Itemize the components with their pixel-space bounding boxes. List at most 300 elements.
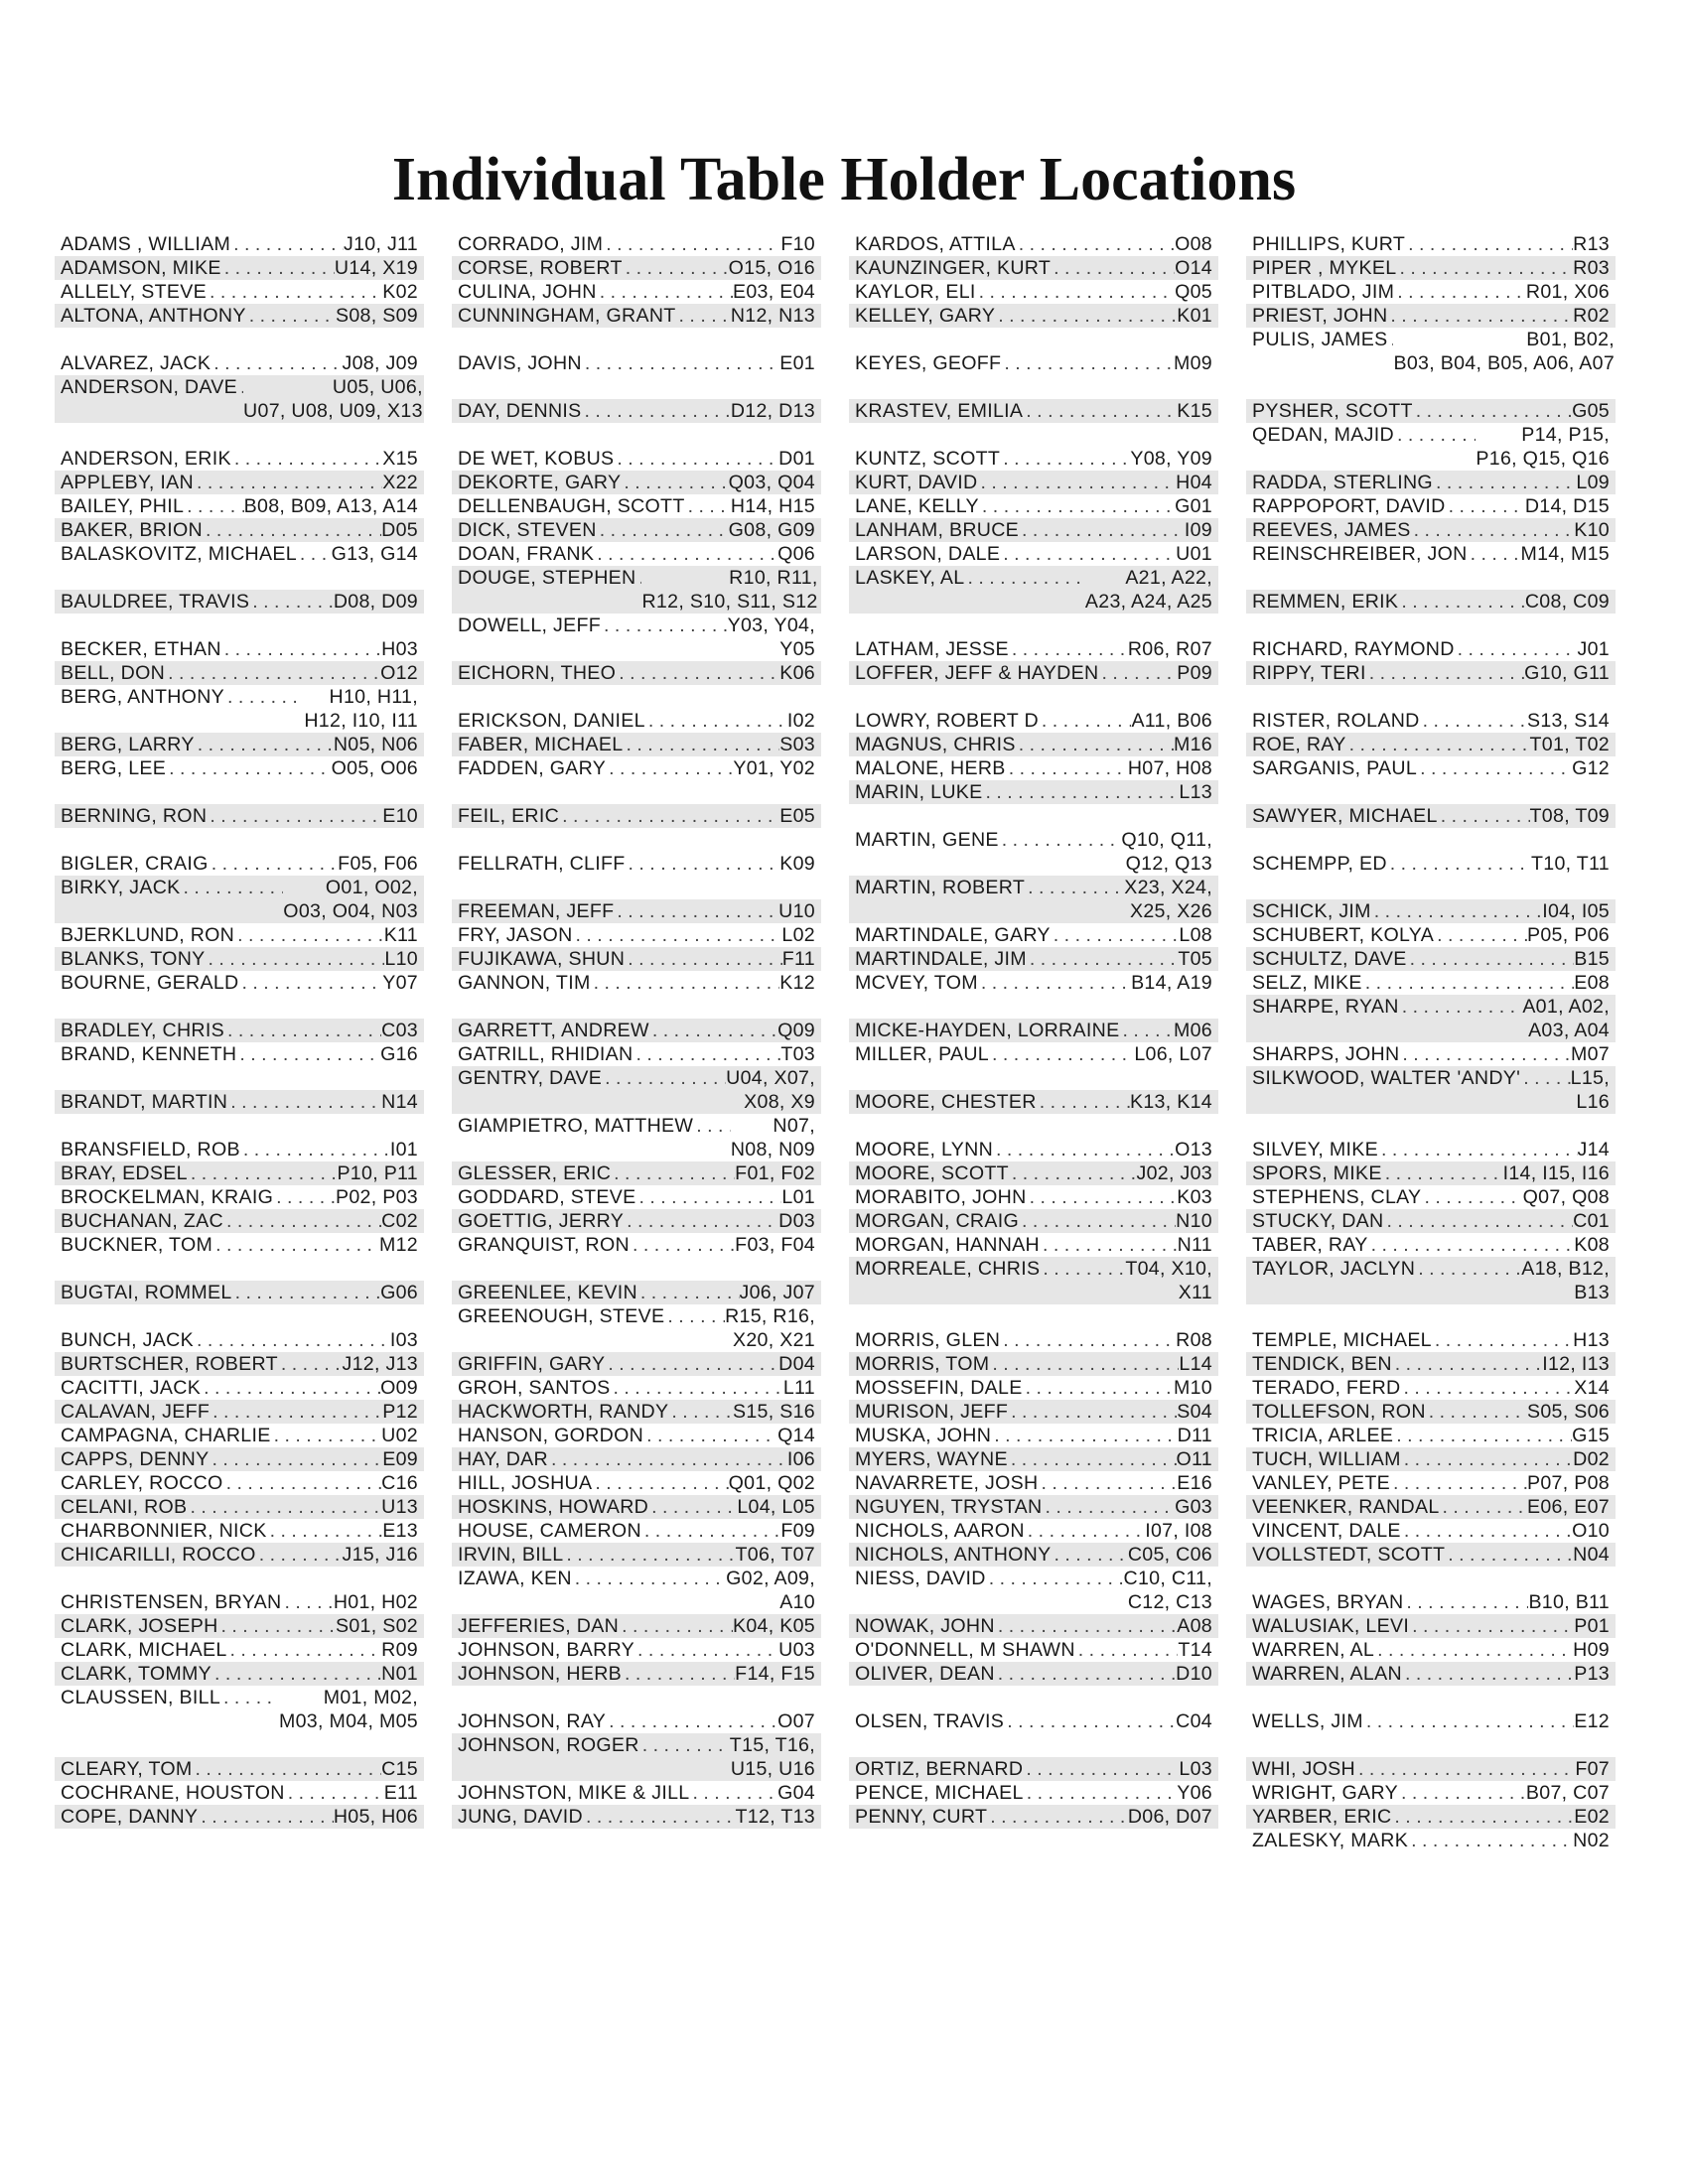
holder-name: KUNTZ, SCOTT — [855, 448, 1001, 470]
table-location: Y08, Y09 — [1130, 448, 1212, 470]
table-location: I07, I08 — [1145, 1520, 1212, 1542]
table-holder-row — [55, 1424, 424, 1447]
table-holder-row — [55, 756, 424, 780]
table-location: K10 — [1574, 519, 1610, 541]
holder-name: LATHAM, JESSE — [855, 638, 1009, 660]
row-spacer — [849, 423, 1218, 447]
holder-name: BURTSCHER, ROBERT — [61, 1353, 278, 1375]
table-holder-row — [849, 637, 1218, 661]
dot-leader — [625, 947, 782, 971]
table-location: N12, N13 — [730, 305, 815, 327]
table-holder-row — [849, 1424, 1218, 1447]
holder-name: PHILLIPS, KURT — [1252, 233, 1406, 255]
holder-name: MORGAN, CRAIG — [855, 1210, 1020, 1232]
dot-leader — [616, 661, 779, 685]
table-location: H01, H02 — [333, 1591, 418, 1613]
dot-leader — [1394, 280, 1526, 304]
dot-leader — [1025, 1519, 1145, 1543]
table-location: Q14 — [777, 1425, 815, 1446]
table-holder-row — [55, 1614, 424, 1638]
table-location: K03 — [1177, 1186, 1212, 1208]
dot-leader — [693, 1114, 731, 1138]
holder-name: LOWRY, ROBERT D — [855, 710, 1039, 732]
holder-name: MORABITO, JOHN — [855, 1186, 1027, 1208]
table-location: H13 — [1573, 1329, 1610, 1351]
table-holder-row — [1246, 1495, 1616, 1519]
holder-name: MARTIN, GENE — [855, 829, 999, 851]
holder-name: MOORE, CHESTER — [855, 1091, 1037, 1113]
dot-leader — [626, 852, 780, 876]
table-location: C08, C09 — [1524, 591, 1610, 613]
table-holder-row — [452, 447, 821, 471]
dot-leader — [1446, 494, 1525, 518]
holder-name: IZAWA, KEN — [458, 1568, 572, 1589]
table-holder-row — [452, 1424, 821, 1447]
dot-leader — [1421, 1185, 1522, 1209]
holder-name: BRADLEY, CHRIS — [61, 1020, 224, 1041]
dot-leader — [1098, 661, 1177, 685]
holder-name: CALAVAN, JEFF — [61, 1401, 211, 1423]
holder-name: ADAMSON, MIKE — [61, 257, 221, 279]
table-holder-row — [55, 1376, 424, 1400]
table-location: F05, F06 — [338, 853, 418, 875]
table-holder-row — [1246, 733, 1616, 756]
table-holder-row — [849, 1447, 1218, 1471]
holder-name: CLARK, TOMMY — [61, 1663, 212, 1685]
table-holder-row — [849, 661, 1218, 685]
table-location: Y06 — [1177, 1782, 1212, 1804]
table-location: D10 — [1176, 1663, 1212, 1685]
dot-leader — [1024, 1781, 1178, 1805]
dot-leader — [220, 1686, 279, 1709]
table-location: T12, T13 — [735, 1806, 815, 1828]
table-holder-row — [849, 1471, 1218, 1495]
dot-leader — [207, 280, 382, 304]
table-location: C15 — [381, 1758, 418, 1780]
table-holder-row — [55, 1281, 424, 1304]
holder-name: FEIL, ERIC — [458, 805, 560, 827]
table-holder-row — [452, 1543, 821, 1567]
table-holder-row — [55, 637, 424, 661]
holder-name: PIPER , MYKEL — [1252, 257, 1397, 279]
holder-name: BRANDT, MARTIN — [61, 1091, 228, 1113]
dot-leader — [1366, 661, 1524, 685]
dot-leader — [573, 923, 782, 947]
table-location: O07 — [777, 1710, 815, 1732]
holder-name: SCHUBERT, KOLYA — [1252, 924, 1435, 946]
holder-name: DAVIS, JOHN — [458, 352, 582, 374]
table-location: E13 — [382, 1520, 418, 1542]
table-location: L03 — [1179, 1758, 1212, 1780]
dot-leader — [1362, 971, 1574, 995]
table-location: C05, C06 — [1127, 1544, 1212, 1566]
table-holder-row — [55, 1662, 424, 1686]
dot-leader — [1016, 232, 1175, 256]
table-location: C01 — [1573, 1210, 1610, 1232]
table-location: M12 — [378, 1234, 418, 1256]
dot-leader — [232, 1281, 380, 1304]
dot-leader — [989, 1352, 1179, 1376]
holder-name: CAMPAGNA, CHARLIE — [61, 1425, 271, 1446]
row-spacer — [55, 1066, 424, 1090]
table-holder-row — [55, 1519, 424, 1543]
table-location: U10 — [778, 900, 815, 922]
table-holder-row — [1246, 423, 1616, 471]
holder-name: REINSCHREIBER, JON — [1252, 543, 1468, 565]
dot-leader — [622, 1662, 735, 1686]
table-holder-row — [452, 1352, 821, 1376]
row-spacer — [55, 1567, 424, 1590]
table-holder-row — [452, 709, 821, 733]
dot-leader — [563, 1543, 735, 1567]
row-spacer — [1246, 375, 1616, 399]
dot-leader — [218, 1614, 336, 1638]
row-spacer — [55, 1733, 424, 1757]
table-holder-row — [849, 1781, 1218, 1805]
table-location: I01 — [389, 1139, 418, 1160]
holder-name: GREENLEE, KEVIN — [458, 1282, 637, 1303]
table-holder-row — [849, 1638, 1218, 1662]
dot-leader — [1403, 1590, 1528, 1614]
dot-leader — [1390, 1471, 1527, 1495]
table-location: M10 — [1173, 1377, 1212, 1399]
table-location: B10, B11 — [1528, 1591, 1610, 1613]
holder-name: ZALESKY, MARK — [1252, 1830, 1409, 1851]
table-holder-row — [55, 304, 424, 328]
row-spacer — [849, 1686, 1218, 1709]
table-holder-row — [452, 899, 821, 923]
table-location: I14, I15, I16 — [1502, 1162, 1610, 1184]
dot-leader — [999, 828, 1122, 852]
dot-leader — [211, 351, 342, 375]
table-location: J06, J07 — [739, 1282, 815, 1303]
table-holder-row — [55, 1161, 424, 1185]
holder-name: SILVEY, MIKE — [1252, 1139, 1379, 1160]
table-holder-row — [452, 1161, 821, 1185]
row-spacer — [55, 780, 424, 804]
table-holder-row — [1246, 1781, 1616, 1805]
table-location: R06, R07 — [1127, 638, 1212, 660]
holder-name: LASKEY, AL — [855, 567, 965, 589]
holder-name: DOUGE, STEPHEN — [458, 567, 636, 589]
holder-name: NOWAK, JOHN — [855, 1615, 995, 1637]
table-holder-row — [452, 304, 821, 328]
dot-leader — [606, 1709, 777, 1733]
dot-leader — [165, 661, 380, 685]
table-location: P07, P08 — [1526, 1472, 1610, 1494]
dot-leader — [1391, 1805, 1574, 1829]
dot-leader — [559, 804, 779, 828]
table-location: I02 — [786, 710, 815, 732]
holder-name: LARSON, DALE — [855, 543, 1001, 565]
table-location: S15, S16 — [732, 1401, 815, 1423]
holder-name: MOORE, SCOTT — [855, 1162, 1009, 1184]
dot-leader — [281, 1590, 333, 1614]
holder-name: NICHOLS, AARON — [855, 1520, 1025, 1542]
table-holder-row — [55, 1781, 424, 1805]
table-location: K02 — [382, 281, 418, 303]
dot-leader — [1374, 1638, 1573, 1662]
row-spacer — [1246, 1304, 1616, 1328]
dot-leader — [1440, 1495, 1527, 1519]
table-holder-row — [1246, 661, 1616, 685]
holder-name: FELLRATH, CLIFF — [458, 853, 626, 875]
table-holder-row — [452, 1662, 821, 1686]
dot-leader — [1001, 351, 1174, 375]
table-holder-row — [55, 375, 424, 423]
table-location: N04 — [1573, 1544, 1610, 1566]
holder-name: WARREN, AL — [1252, 1639, 1375, 1661]
dot-leader — [210, 1447, 383, 1471]
dot-leader — [601, 614, 728, 637]
table-location: G10, G11 — [1524, 662, 1610, 684]
holder-name: CHRISTENSEN, BRYAN — [61, 1591, 282, 1613]
table-location: Y07 — [382, 972, 418, 994]
table-holder-row — [452, 1233, 821, 1257]
table-location: K04, K05 — [732, 1615, 815, 1637]
table-holder-row — [849, 494, 1218, 518]
dot-leader — [991, 1424, 1177, 1447]
dot-leader — [610, 1376, 782, 1400]
table-location: N05, N06 — [333, 734, 418, 755]
table-location: K08 — [1574, 1234, 1610, 1256]
row-spacer — [849, 1304, 1218, 1328]
table-holder-row — [1246, 1209, 1616, 1233]
table-holder-row — [849, 1138, 1218, 1161]
table-location: B15 — [1574, 948, 1610, 970]
holder-name: SPORS, MIKE — [1252, 1162, 1382, 1184]
dot-leader — [582, 351, 779, 375]
table-holder-row — [55, 1209, 424, 1233]
table-holder-row — [1246, 1042, 1616, 1066]
holder-name: MORGAN, HANNAH — [855, 1234, 1040, 1256]
table-holder-row — [452, 1567, 821, 1614]
dot-leader — [267, 1519, 383, 1543]
holder-name: ALVAREZ, JACK — [61, 352, 211, 374]
table-holder-row — [1246, 1066, 1616, 1114]
table-location: I04, I05 — [1542, 900, 1610, 922]
holder-name: MURISON, JEFF — [855, 1401, 1009, 1423]
table-holder-row — [55, 280, 424, 304]
table-holder-row — [1246, 1638, 1616, 1662]
table-location: B08, B09, A13, A14 — [243, 495, 418, 517]
dot-leader — [602, 1066, 726, 1090]
table-holder-row — [452, 399, 821, 423]
dot-leader — [548, 1447, 787, 1471]
table-location: N01 — [381, 1663, 418, 1685]
table-holder-row — [1246, 1138, 1616, 1161]
column-2 — [452, 232, 821, 1829]
table-location: U02 — [381, 1425, 418, 1446]
holder-name: ORTIZ, BERNARD — [855, 1758, 1024, 1780]
table-location: G03 — [1175, 1496, 1212, 1518]
table-holder-row — [452, 1114, 821, 1161]
table-holder-row — [55, 1471, 424, 1495]
table-holder-row — [452, 1519, 821, 1543]
table-holder-row — [849, 947, 1218, 971]
table-holder-row — [1246, 899, 1616, 923]
holder-name: PENCE, MICHAEL — [855, 1782, 1024, 1804]
table-location: O05, O06 — [331, 757, 418, 779]
holder-name: HILL, JOSHUA — [458, 1472, 593, 1494]
holder-name: LANE, KELLY — [855, 495, 979, 517]
table-location: U05, U06, U07, U08, U09, X13 — [243, 376, 423, 422]
table-location: R15, R16, X20, X21 — [725, 1305, 815, 1351]
holder-name: KAUNZINGER, KURT — [855, 257, 1052, 279]
holder-name: FRY, JASON — [458, 924, 573, 946]
dot-leader — [583, 1805, 736, 1829]
table-location: O11 — [1176, 1448, 1212, 1470]
dot-leader — [668, 1400, 733, 1424]
holder-name: STUCKY, DAN — [1252, 1210, 1384, 1232]
holder-name: SHARPS, JOHN — [1252, 1043, 1400, 1065]
row-spacer — [55, 614, 424, 637]
holder-name: CARLEY, ROCCO — [61, 1472, 223, 1494]
table-location: T05 — [1178, 948, 1212, 970]
dot-leader — [643, 1424, 777, 1447]
dot-leader — [641, 1519, 780, 1543]
table-location: H07, H08 — [1127, 757, 1212, 779]
table-holder-row — [1246, 1805, 1616, 1829]
table-location: H10, H11, H12, I10, I11 — [304, 686, 418, 732]
table-holder-row — [452, 852, 821, 876]
holder-name: NICHOLS, ANTHONY — [855, 1544, 1052, 1566]
dot-leader — [1346, 733, 1530, 756]
table-holder-row — [1246, 1709, 1616, 1733]
dot-leader — [1052, 1543, 1128, 1567]
holder-name: BAKER, BRION — [61, 519, 203, 541]
table-location: J01 — [1577, 638, 1610, 660]
table-holder-row — [55, 447, 424, 471]
dot-leader — [995, 1662, 1176, 1686]
table-holder-row — [849, 1257, 1218, 1304]
holder-name: NAVARRETE, JOSH — [855, 1472, 1039, 1494]
row-spacer — [1246, 1114, 1616, 1138]
table-holder-row — [1246, 804, 1616, 828]
table-location: R01, X06 — [1525, 281, 1610, 303]
dot-leader — [1009, 1161, 1137, 1185]
dot-leader — [1392, 1352, 1542, 1376]
table-location: B01, B02, B03, B04, B05, A06, A07 — [1393, 329, 1616, 374]
holder-name: DOWELL, JEFF — [458, 614, 602, 636]
table-holder-row — [55, 1328, 424, 1352]
holder-name: OLSEN, TRAVIS — [855, 1710, 1005, 1732]
dot-leader — [194, 1328, 390, 1352]
dot-leader — [206, 947, 385, 971]
dot-leader — [210, 1400, 382, 1424]
holder-name: MCVEY, TOM — [855, 972, 978, 994]
table-holder-row — [452, 1471, 821, 1495]
holder-name: MORRIS, GLEN — [855, 1329, 1001, 1351]
table-holder-row — [849, 1185, 1218, 1209]
table-location: M09 — [1173, 352, 1212, 374]
table-holder-row — [1246, 1328, 1616, 1352]
table-location: M16 — [1173, 734, 1212, 755]
dot-leader — [605, 1352, 778, 1376]
table-location: I03 — [389, 1329, 418, 1351]
dot-leader — [1023, 1757, 1179, 1781]
dot-leader — [1432, 1328, 1573, 1352]
dot-leader — [198, 1805, 334, 1829]
dot-leader — [1393, 1424, 1572, 1447]
table-holder-row — [1246, 494, 1616, 518]
dot-leader — [1051, 923, 1180, 947]
table-location: F09 — [780, 1520, 815, 1542]
dot-leader — [983, 780, 1180, 804]
dot-leader — [1402, 1662, 1574, 1686]
holder-name: BJERKLUND, RON — [61, 924, 235, 946]
table-location: R02 — [1573, 305, 1610, 327]
dot-leader — [297, 542, 332, 566]
table-holder-row — [849, 1543, 1218, 1567]
holder-name: GIAMPIETRO, MATTHEW — [458, 1115, 694, 1137]
dot-leader — [1075, 1638, 1179, 1662]
table-location: D14, D15 — [1524, 495, 1610, 517]
holder-name: MARTINDALE, GARY — [855, 924, 1051, 946]
holder-name: BAULDREE, TRAVIS — [61, 591, 250, 613]
holder-name: EICHORN, THEO — [458, 662, 617, 684]
row-spacer — [452, 995, 821, 1019]
table-holder-row — [452, 1376, 821, 1400]
dot-leader — [624, 1209, 778, 1233]
table-location: O12 — [380, 662, 418, 684]
table-location: G12 — [1572, 757, 1610, 779]
table-location: G02, A09, A10 — [726, 1568, 815, 1613]
holder-name: ANDERSON, DAVE — [61, 376, 238, 398]
dot-leader — [979, 494, 1175, 518]
dot-leader — [614, 899, 778, 923]
dot-leader — [223, 1471, 382, 1495]
dot-leader — [1396, 256, 1573, 280]
table-location: M06 — [1173, 1020, 1212, 1041]
table-location: E10 — [382, 805, 418, 827]
dot-leader — [1468, 542, 1521, 566]
table-location: U13 — [381, 1496, 418, 1518]
dot-leader — [597, 280, 733, 304]
table-location: L15, L16 — [1570, 1067, 1610, 1113]
table-holder-row — [1246, 590, 1616, 614]
holder-name: MALONE, HERB — [855, 757, 1006, 779]
dot-leader — [1387, 852, 1531, 876]
table-holder-row — [849, 780, 1218, 804]
table-location: O13 — [1175, 1139, 1212, 1160]
table-holder-row — [452, 971, 821, 995]
holder-name: BECKER, ETHAN — [61, 638, 221, 660]
dot-leader — [1039, 709, 1132, 733]
table-holder-row — [55, 923, 424, 947]
holder-name: SELZ, MIKE — [1252, 972, 1362, 994]
table-holder-row — [55, 1805, 424, 1829]
holder-name: SHARPE, RYAN — [1252, 996, 1399, 1018]
holder-name: KELLEY, GARY — [855, 305, 996, 327]
holder-name: LOFFER, JEFF & HAYDEN — [855, 662, 1099, 684]
table-location: D04 — [778, 1353, 815, 1375]
holder-name: HACKWORTH, RANDY — [458, 1401, 669, 1423]
holder-name: GODDARD, STEVE — [458, 1186, 636, 1208]
table-location: A21, A22, A23, A24, A25 — [1084, 567, 1212, 613]
table-location: I12, I13 — [1542, 1353, 1610, 1375]
table-location: J08, J09 — [342, 352, 418, 374]
table-holder-row — [55, 1686, 424, 1733]
table-location: M07 — [1570, 1043, 1610, 1065]
table-holder-row — [849, 471, 1218, 494]
holder-name: TEMPLE, MICHAEL — [1252, 1329, 1432, 1351]
dot-leader — [619, 1614, 733, 1638]
table-location: S05, S06 — [1526, 1401, 1610, 1423]
table-location: B14, A19 — [1131, 972, 1212, 994]
table-holder-row — [55, 1400, 424, 1424]
holder-name: FABER, MICHAEL — [458, 734, 624, 755]
